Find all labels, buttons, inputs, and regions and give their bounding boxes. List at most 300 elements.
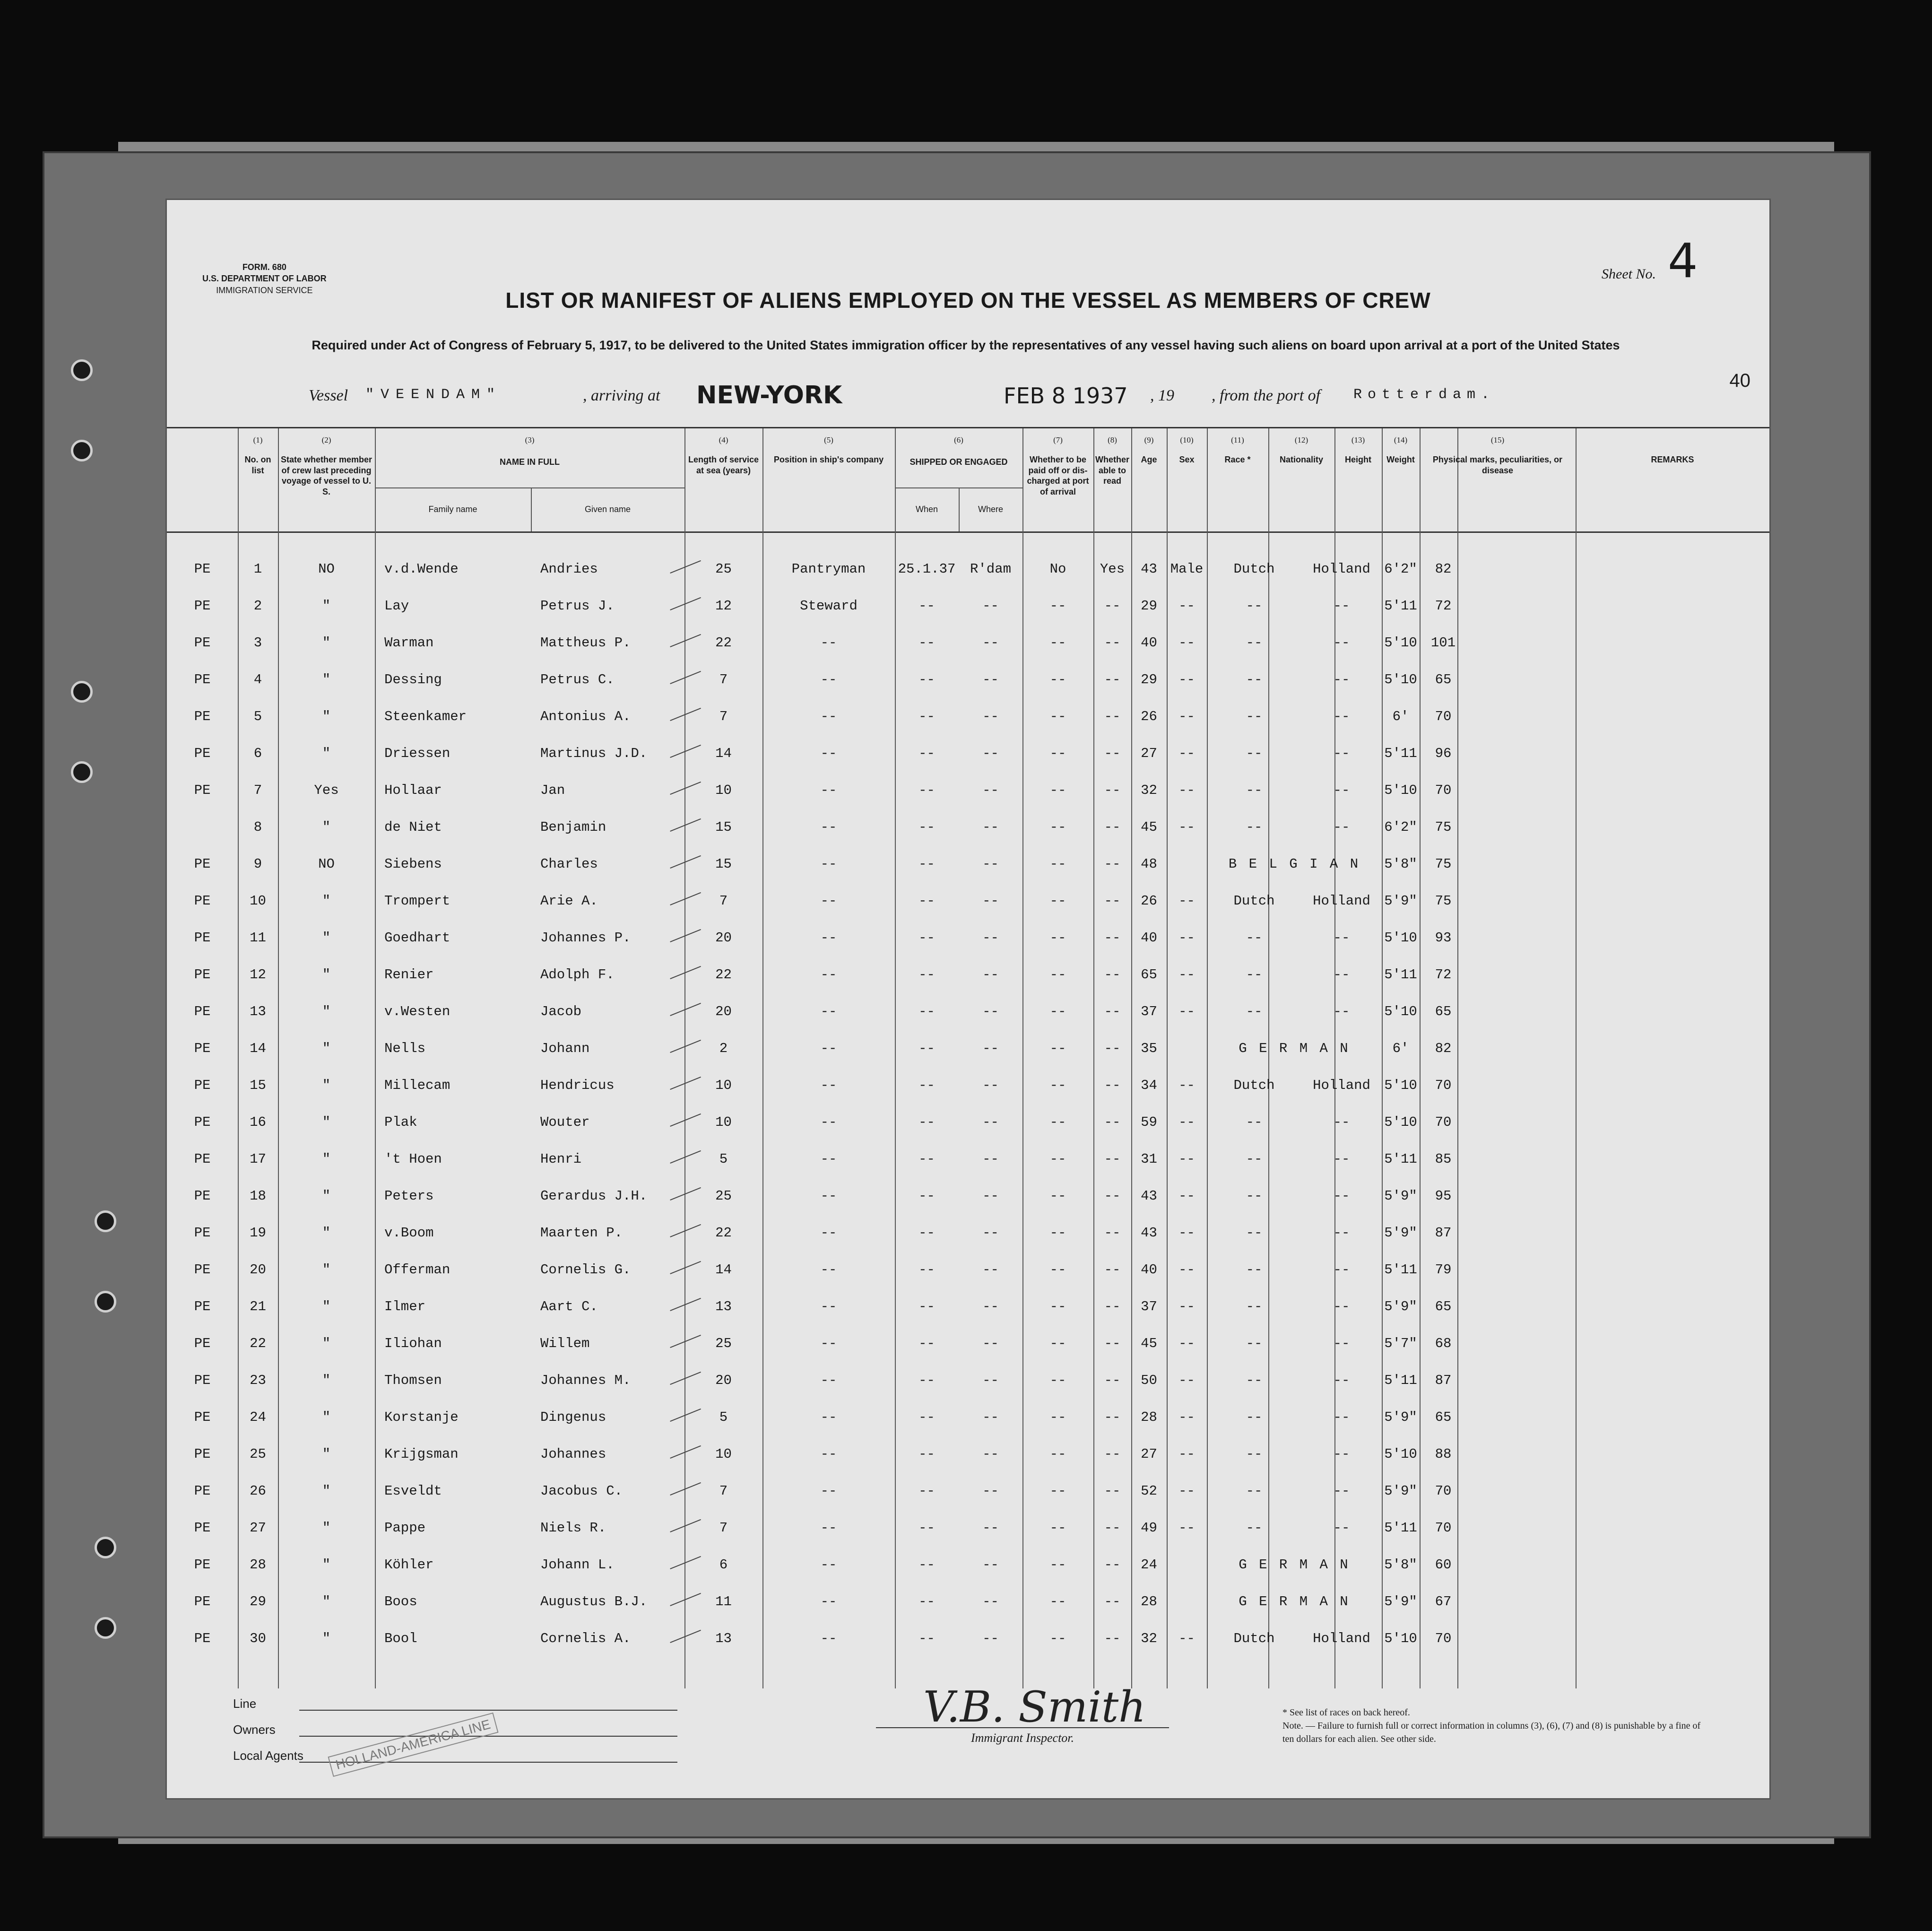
cell-mark: PE: [194, 1594, 211, 1609]
cell-where: --: [982, 967, 999, 983]
column-header: Position in ship's company: [773, 455, 884, 464]
cell-given: Augustus B.J.: [540, 1594, 648, 1609]
cell-read: --: [1104, 746, 1121, 761]
cell-paid: --: [1049, 746, 1066, 761]
cell-given: Petrus C.: [540, 672, 615, 687]
crew-row: [167, 627, 1769, 664]
cell-no: 8: [253, 819, 262, 835]
cell-read: --: [1104, 1114, 1121, 1130]
cell-where: --: [982, 893, 999, 909]
cell-sex: --: [1178, 1262, 1195, 1278]
cell-no: 23: [250, 1373, 266, 1388]
cell-weight: 60: [1435, 1557, 1452, 1573]
cell-weight: 88: [1435, 1446, 1452, 1462]
cell-no: 1: [253, 561, 262, 577]
cell-given: Arie A.: [540, 893, 598, 909]
year-label: , 19: [1150, 387, 1174, 404]
cell-position: --: [820, 819, 837, 835]
cell-nat: --: [1333, 1336, 1350, 1351]
cell-height: 5'10: [1384, 1631, 1417, 1646]
cell-service: 14: [715, 746, 732, 761]
cell-weight: 75: [1435, 893, 1452, 909]
cell-read: --: [1104, 709, 1121, 724]
cell-age: 65: [1141, 967, 1157, 983]
cell-read: --: [1104, 1225, 1121, 1241]
cell-when: --: [918, 1004, 935, 1019]
crew-row: [167, 1549, 1769, 1586]
cell-when: --: [918, 1078, 935, 1093]
cell-weight: 101: [1430, 635, 1456, 651]
cell-no: 3: [253, 635, 262, 651]
cell-weight: 85: [1435, 1151, 1452, 1167]
manifest-page: [165, 199, 1771, 1800]
column-subheader: Where: [978, 504, 1003, 514]
column-header: Nationality: [1279, 455, 1323, 464]
cell-paid: --: [1049, 1483, 1066, 1499]
cell-age: 32: [1141, 1631, 1157, 1646]
cell-weight: 70: [1435, 783, 1452, 798]
cell-no: 14: [250, 1041, 266, 1056]
cell-height: 5'8": [1384, 856, 1417, 872]
page-subtitle: Required under Act of Congress of February 5, 1917, to be delivered to the United States immigration officer by the representatives of any vessel having such aliens on board upon arrival at a port of the United States: [312, 338, 1620, 352]
cell-paid: --: [1049, 1004, 1066, 1019]
column-header: No. on list: [244, 455, 271, 475]
cell-given: Aart C.: [540, 1299, 598, 1314]
cell-read: --: [1104, 930, 1121, 946]
cell-prev: ": [322, 819, 331, 835]
cell-sex: --: [1178, 819, 1195, 835]
cell-race: --: [1246, 1446, 1263, 1462]
column-header: Weight: [1386, 455, 1415, 464]
cell-where: --: [982, 1631, 999, 1646]
cell-when: --: [918, 1557, 935, 1573]
cell-given: Johannes P.: [540, 930, 631, 946]
cell-race: --: [1246, 783, 1263, 798]
cell-prev: Yes: [314, 783, 339, 798]
cell-race: Dutch: [1233, 1631, 1275, 1646]
cell-where: --: [982, 1557, 999, 1573]
cell-service: 25: [715, 561, 732, 577]
cell-race: Dutch: [1233, 893, 1275, 909]
cell-sex: Male: [1170, 561, 1204, 577]
cell-service: 12: [715, 598, 732, 614]
column-number: (3): [525, 435, 535, 444]
cell-family: Korstanje: [384, 1409, 459, 1425]
cell-mark: PE: [194, 635, 211, 651]
cell-sex: --: [1178, 672, 1195, 687]
cell-where: --: [982, 1299, 999, 1314]
column-header: Height: [1345, 455, 1371, 464]
cell-mark: PE: [194, 1004, 211, 1019]
cell-when: --: [918, 819, 935, 835]
cell-weight: 70: [1435, 709, 1452, 724]
cell-mark: PE: [194, 930, 211, 946]
cell-given: Mattheus P.: [540, 635, 631, 651]
cell-height: 5'9": [1384, 1188, 1417, 1204]
cell-age: 37: [1141, 1299, 1157, 1314]
cell-no: 29: [250, 1594, 266, 1609]
cell-race: --: [1246, 635, 1263, 651]
cell-when: --: [918, 1631, 935, 1646]
cell-position: --: [820, 1483, 837, 1499]
cell-prev: ": [322, 1446, 331, 1462]
cell-read: --: [1104, 1557, 1121, 1573]
binder-hole: [71, 359, 93, 381]
cell-nat: Holland: [1313, 1078, 1370, 1093]
cell-no: 6: [253, 746, 262, 761]
crew-row: [167, 775, 1769, 812]
sheet-number: [1602, 233, 1698, 288]
cell-mark: PE: [194, 1078, 211, 1093]
cell-prev: NO: [318, 561, 335, 577]
cell-given: Johannes M.: [540, 1373, 631, 1388]
cell-weight: 87: [1435, 1225, 1452, 1241]
cell-nat: --: [1333, 1151, 1350, 1167]
cell-service: 15: [715, 856, 732, 872]
cell-race: --: [1246, 819, 1263, 835]
vessel-label: Vessel: [309, 387, 348, 404]
cell-height: 5'10: [1384, 672, 1417, 687]
cell-weight: 87: [1435, 1373, 1452, 1388]
cell-service: 14: [715, 1262, 732, 1278]
cell-service: 10: [715, 1114, 732, 1130]
cell-sex: --: [1178, 1520, 1195, 1536]
cell-paid: --: [1049, 1373, 1066, 1388]
cell-age: 32: [1141, 783, 1157, 798]
cell-where: --: [982, 1520, 999, 1536]
cell-when: --: [918, 1151, 935, 1167]
cell-sex: --: [1178, 1631, 1195, 1646]
cell-no: 16: [250, 1114, 266, 1130]
cell-paid: --: [1049, 1336, 1066, 1351]
cell-nat: --: [1333, 1114, 1350, 1130]
cell-given: Jan: [540, 783, 565, 798]
cell-service: 13: [715, 1631, 732, 1646]
cell-given: Hendricus: [540, 1078, 615, 1093]
crew-row: [167, 1586, 1769, 1623]
page-title: LIST OR MANIFEST OF ALIENS EMPLOYED ON THE VESSEL AS MEMBERS OF CREW: [505, 288, 1431, 313]
cell-given: Gerardus J.H.: [540, 1188, 648, 1204]
cell-weight: 65: [1435, 1409, 1452, 1425]
cell-service: 7: [719, 672, 728, 687]
cell-nat: --: [1333, 1373, 1350, 1388]
column-header: Sex: [1179, 455, 1195, 464]
cell-where: --: [982, 746, 999, 761]
cell-age: 29: [1141, 598, 1157, 614]
cell-where: --: [982, 1373, 999, 1388]
crew-row: [167, 922, 1769, 959]
cell-race: G E R M A N: [1239, 1041, 1350, 1056]
cell-where: R'dam: [970, 561, 1011, 577]
cell-paid: --: [1049, 1262, 1066, 1278]
cell-read: --: [1104, 1594, 1121, 1609]
cell-race: --: [1246, 746, 1263, 761]
cell-family: Hollaar: [384, 783, 442, 798]
cell-nat: --: [1333, 967, 1350, 983]
agents-label: Local Agents: [233, 1748, 303, 1763]
cell-height: 5'9": [1384, 1594, 1417, 1609]
cell-position: --: [820, 1336, 837, 1351]
cell-paid: --: [1049, 893, 1066, 909]
cell-read: --: [1104, 1151, 1121, 1167]
cell-family: Bool: [384, 1631, 417, 1646]
cell-height: 6'2": [1384, 561, 1417, 577]
footer-notes: [1282, 1706, 1708, 1746]
cell-where: --: [982, 672, 999, 687]
cell-read: --: [1104, 1078, 1121, 1093]
cell-when: --: [918, 1262, 935, 1278]
cell-read: --: [1104, 1336, 1121, 1351]
cell-height: 5'7": [1384, 1336, 1417, 1351]
form-number: FORM. 680: [242, 262, 286, 272]
cell-weight: 67: [1435, 1594, 1452, 1609]
column-number: (11): [1231, 435, 1244, 444]
cell-given: Willem: [540, 1336, 590, 1351]
column-header: Race *: [1224, 455, 1251, 464]
cell-position: --: [820, 1225, 837, 1241]
cell-where: --: [982, 1409, 999, 1425]
cell-given: Charles: [540, 856, 598, 872]
cell-nat: Holland: [1313, 1631, 1370, 1646]
crew-row: [167, 1291, 1769, 1328]
cell-family: Millecam: [384, 1078, 451, 1093]
cell-nat: --: [1333, 746, 1350, 761]
column-number: (4): [719, 435, 728, 444]
cell-sex: --: [1178, 746, 1195, 761]
cell-mark: PE: [194, 1336, 211, 1351]
cell-age: 29: [1141, 672, 1157, 687]
cell-given: Henri: [540, 1151, 582, 1167]
inspector-label: Immigrant Inspector.: [876, 1727, 1169, 1745]
cell-height: 5'11: [1384, 1373, 1417, 1388]
cell-prev: ": [322, 930, 331, 946]
cell-when: --: [918, 930, 935, 946]
cell-service: 7: [719, 893, 728, 909]
cell-position: --: [820, 635, 837, 651]
cell-no: 13: [250, 1004, 266, 1019]
crew-row: [167, 996, 1769, 1033]
cell-where: --: [982, 1225, 999, 1241]
cell-when: --: [918, 1299, 935, 1314]
cell-read: --: [1104, 672, 1121, 687]
cell-paid: --: [1049, 1041, 1066, 1056]
cell-family: Ilmer: [384, 1299, 426, 1314]
cell-height: 5'10: [1384, 635, 1417, 651]
cell-paid: --: [1049, 1078, 1066, 1093]
cell-weight: 70: [1435, 1483, 1452, 1499]
cell-family: Renier: [384, 967, 434, 983]
cell-given: Niels R.: [540, 1520, 606, 1536]
cell-paid: --: [1049, 1188, 1066, 1204]
cell-where: --: [982, 1446, 999, 1462]
cell-read: --: [1104, 783, 1121, 798]
cell-race: --: [1246, 1114, 1263, 1130]
cell-height: 5'11: [1384, 1520, 1417, 1536]
cell-race: --: [1246, 1225, 1263, 1241]
cell-height: 6'2": [1384, 819, 1417, 835]
cell-paid: --: [1049, 1299, 1066, 1314]
cell-mark: PE: [194, 746, 211, 761]
cell-prev: ": [322, 635, 331, 651]
cell-position: --: [820, 856, 837, 872]
cell-family: Esveldt: [384, 1483, 442, 1499]
cell-prev: ": [322, 1483, 331, 1499]
cell-family: Offerman: [384, 1262, 451, 1278]
cell-where: --: [982, 635, 999, 651]
cell-read: --: [1104, 1409, 1121, 1425]
cell-no: 4: [253, 672, 262, 687]
binder-hole: [95, 1210, 116, 1232]
cell-given: Maarten P.: [540, 1225, 623, 1241]
crew-row: [167, 591, 1769, 627]
cell-height: 5'8": [1384, 1557, 1417, 1573]
cell-height: 5'9": [1384, 1483, 1417, 1499]
cell-where: --: [982, 1114, 999, 1130]
cell-race: --: [1246, 1373, 1263, 1388]
cell-paid: --: [1049, 1594, 1066, 1609]
cell-read: --: [1104, 967, 1121, 983]
cell-paid: --: [1049, 1631, 1066, 1646]
cell-race: --: [1246, 1188, 1263, 1204]
header-divider: [167, 531, 1769, 533]
binder-hole: [71, 761, 93, 783]
cell-sex: --: [1178, 783, 1195, 798]
cell-family: Pappe: [384, 1520, 426, 1536]
crew-row: [167, 1218, 1769, 1254]
cell-height: 5'11: [1384, 1262, 1417, 1278]
cell-no: 17: [250, 1151, 266, 1167]
cell-no: 22: [250, 1336, 266, 1351]
cell-mark: PE: [194, 1262, 211, 1278]
cell-mark: PE: [194, 1151, 211, 1167]
cell-weight: 72: [1435, 967, 1452, 983]
cell-prev: ": [322, 1041, 331, 1056]
cell-age: 31: [1141, 1151, 1157, 1167]
cell-mark: PE: [194, 1631, 211, 1646]
cell-position: --: [820, 967, 837, 983]
cell-family: Nells: [384, 1041, 426, 1056]
cell-service: 22: [715, 635, 732, 651]
cell-prev: ": [322, 1557, 331, 1573]
cell-read: --: [1104, 1004, 1121, 1019]
cell-when: --: [918, 672, 935, 687]
cell-prev: ": [322, 1631, 331, 1646]
cell-service: 10: [715, 783, 732, 798]
cell-where: --: [982, 856, 999, 872]
cell-prev: ": [322, 1114, 331, 1130]
fine-note: Note. — Failure to furnish full or correct information in columns (3), (6), (7) and (8) is punishable by a fine of ten dollars for each alien. See other side.: [1282, 1721, 1701, 1744]
cell-paid: --: [1049, 1225, 1066, 1241]
cell-prev: ": [322, 672, 331, 687]
cell-sex: --: [1178, 1225, 1195, 1241]
cell-given: Jacob: [540, 1004, 582, 1019]
cell-mark: PE: [194, 967, 211, 983]
cell-nat: --: [1333, 1446, 1350, 1462]
cell-prev: ": [322, 1225, 331, 1241]
cell-weight: 68: [1435, 1336, 1452, 1351]
crew-row: [167, 1328, 1769, 1365]
crew-table: [167, 427, 1769, 1688]
cell-position: --: [820, 709, 837, 724]
cell-nat: --: [1333, 1409, 1350, 1425]
cell-no: 19: [250, 1225, 266, 1241]
column-header: REMARKS: [1651, 455, 1694, 464]
cell-prev: ": [322, 598, 331, 614]
cell-race: --: [1246, 1004, 1263, 1019]
cell-service: 20: [715, 1373, 732, 1388]
inspector-signature: V.B. Smith: [923, 1682, 1146, 1732]
cell-nat: --: [1333, 1004, 1350, 1019]
column-header: Whether able to read: [1095, 455, 1129, 486]
cell-no: 7: [253, 783, 262, 798]
cell-paid: --: [1049, 930, 1066, 946]
cell-read: --: [1104, 856, 1121, 872]
cell-height: 5'10: [1384, 930, 1417, 946]
cell-position: Steward: [800, 598, 858, 614]
cell-position: --: [820, 1004, 837, 1019]
cell-race: --: [1246, 1262, 1263, 1278]
cell-mark: PE: [194, 1188, 211, 1204]
cell-position: --: [820, 1299, 837, 1314]
crew-row: [167, 1181, 1769, 1218]
service: IMMIGRATION SERVICE: [216, 285, 313, 295]
cell-family: Dessing: [384, 672, 442, 687]
cell-service: 20: [715, 1004, 732, 1019]
binder-hole: [95, 1291, 116, 1313]
column-number: (13): [1351, 435, 1365, 444]
cell-service: 5: [719, 1151, 728, 1167]
cell-race: --: [1246, 1151, 1263, 1167]
cell-family: v.d.Wende: [384, 561, 459, 577]
cell-position: --: [820, 1114, 837, 1130]
cell-nat: --: [1333, 783, 1350, 798]
cell-weight: 96: [1435, 746, 1452, 761]
cell-age: 59: [1141, 1114, 1157, 1130]
crew-row: [167, 1402, 1769, 1439]
crew-row: [167, 1144, 1769, 1181]
cell-age: 24: [1141, 1557, 1157, 1573]
cell-no: 25: [250, 1446, 266, 1462]
column-number: (12): [1294, 435, 1308, 444]
cell-height: 5'10: [1384, 1114, 1417, 1130]
cell-position: --: [820, 1409, 837, 1425]
page-counter: 40: [1729, 370, 1750, 391]
cell-given: Adolph F.: [540, 967, 615, 983]
cell-given: Cornelis G.: [540, 1262, 631, 1278]
crew-row: [167, 554, 1769, 591]
cell-service: 7: [719, 709, 728, 724]
cell-height: 6': [1392, 709, 1409, 724]
crew-row: [167, 1254, 1769, 1291]
sheet-number-value: 4: [1668, 233, 1698, 288]
cell-where: --: [982, 819, 999, 835]
column-subheader: Given name: [584, 504, 631, 514]
vessel-name: "VEENDAM": [365, 387, 502, 403]
cell-position: --: [820, 1557, 837, 1573]
cell-read: --: [1104, 1262, 1121, 1278]
cell-sex: --: [1178, 1446, 1195, 1462]
cell-read: --: [1104, 1373, 1121, 1388]
arriving-label: , arriving at: [583, 387, 660, 404]
cell-sex: --: [1178, 1151, 1195, 1167]
cell-height: 6': [1392, 1041, 1409, 1056]
cell-no: 26: [250, 1483, 266, 1499]
cell-family: de Niet: [384, 819, 442, 835]
cell-when: --: [918, 967, 935, 983]
cell-when: --: [918, 1114, 935, 1130]
cell-no: 27: [250, 1520, 266, 1536]
cell-nat: --: [1333, 709, 1350, 724]
